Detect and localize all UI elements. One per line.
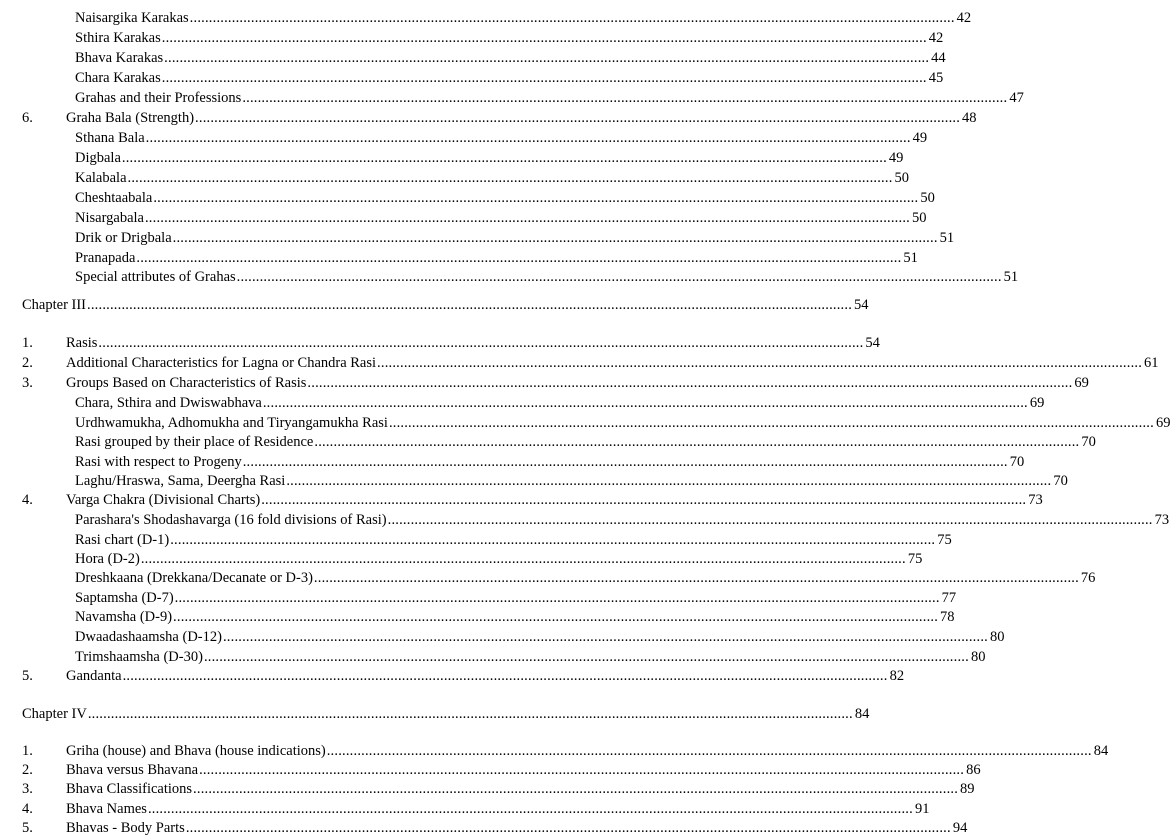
entry-title: Dwaadashaamsha (D-12) — [75, 629, 222, 645]
toc-entry — [0, 49, 946, 68]
toc-entry — [0, 819, 968, 838]
entry-number: 5. — [22, 820, 33, 836]
entry-number: 3. — [22, 375, 33, 391]
entry-title: Cheshtaabala — [75, 190, 153, 206]
page-number: 48 — [962, 110, 977, 126]
entry-title: Parashara's Shodashavarga (16 fold divisions of Rasi) — [75, 512, 387, 528]
entry-title: Bhava Classifications — [66, 781, 193, 797]
dot-leader: ........................................................................................................................................................................................................ — [195, 110, 961, 126]
page-number: 78 — [940, 609, 955, 625]
page-number: 84 — [854, 706, 870, 722]
entry-number: 4. — [22, 492, 33, 508]
entry-number: 6. — [22, 110, 33, 126]
dot-leader: ........................................................................................................................................................................................................ — [172, 230, 938, 246]
toc-entry — [0, 334, 880, 353]
entry-title: Varga Chakra (Divisional Charts) — [66, 492, 261, 508]
entry-title: Bhava versus Bhavana — [66, 762, 199, 778]
toc-entry — [0, 268, 1019, 287]
entry-number: 4. — [22, 801, 33, 817]
dot-leader: ........................................................................................................................................................................................................ — [127, 170, 893, 186]
entry-title: Griha (house) and Bhava (house indications) — [66, 743, 326, 759]
dot-leader: ........................................................................................................................................................................................................ — [326, 743, 1092, 759]
page-number: 51 — [903, 250, 918, 266]
dot-leader: ........................................................................................................................................................................................................ — [145, 130, 911, 146]
dot-leader: ........................................................................................................................................................................................................ — [153, 190, 919, 206]
dot-leader: ........................................................................................................................................................................................................ — [98, 335, 864, 351]
toc-entry — [0, 472, 1068, 491]
page-number: 91 — [914, 801, 930, 817]
toc-entry — [0, 189, 935, 208]
entry-title: Chara, Sthira and Dwiswabhava — [75, 395, 262, 411]
toc-entry — [0, 511, 1170, 530]
toc-entry — [0, 89, 1024, 108]
entry-title: Drik or Drigbala — [75, 230, 172, 246]
dot-leader: ........................................................................................................................................................................................................ — [136, 250, 902, 266]
entry-number: 2. — [22, 762, 33, 778]
dot-leader: ........................................................................................................................................................................................................ — [242, 90, 1008, 106]
dot-leader: ........................................................................................................................................................................................................ — [203, 649, 969, 665]
dot-leader: ........................................................................................................................................................................................................ — [147, 801, 913, 817]
page-number: 54 — [854, 297, 869, 313]
dot-leader: ........................................................................................................................................................................................................ — [313, 570, 1079, 586]
toc-entry — [0, 296, 869, 315]
page-number: 50 — [911, 210, 927, 226]
entry-title: Chapter IV — [22, 706, 87, 722]
toc-entry — [0, 589, 957, 608]
dot-leader: ........................................................................................................................................................................................................ — [199, 762, 965, 778]
toc-entry — [0, 531, 952, 550]
toc-entry — [0, 149, 904, 168]
page-number: 50 — [920, 190, 935, 206]
toc-entry — [0, 628, 1005, 647]
entry-title: Graha Bala (Strength) — [66, 110, 195, 126]
entry-title: Chapter III — [22, 297, 87, 313]
toc-entry — [0, 394, 1045, 413]
entry-title: Kalabala — [75, 170, 127, 186]
dot-leader: ........................................................................................................................................................................................................ — [222, 629, 988, 645]
entry-number: 2. — [22, 355, 33, 371]
toc-entry — [0, 354, 1159, 373]
entry-title: Bhava Karakas — [75, 50, 164, 66]
dot-leader: ........................................................................................................................................................................................................ — [314, 434, 1080, 450]
entry-title: Special attributes of Grahas — [75, 269, 236, 285]
toc-entry — [0, 229, 955, 248]
entry-title: Gandanta — [66, 668, 122, 684]
toc-entry — [0, 209, 927, 228]
page-number: 82 — [889, 668, 905, 684]
toc-entry — [0, 109, 977, 128]
toc-entry — [0, 800, 930, 819]
page-number: 73 — [1154, 512, 1170, 528]
toc-entry — [0, 29, 944, 48]
entry-title: Hora (D-2) — [75, 551, 140, 567]
page-number: 73 — [1028, 492, 1043, 508]
page-number: 49 — [912, 130, 928, 146]
dot-leader: ........................................................................................................................................................................................................ — [122, 668, 888, 684]
entry-title: Chara Karakas — [75, 70, 161, 86]
toc-entry — [0, 761, 981, 780]
dot-leader: ........................................................................................................................................................................................................ — [174, 590, 940, 606]
page-number: 76 — [1080, 570, 1096, 586]
page-number: 70 — [1009, 454, 1025, 470]
page-number: 51 — [1003, 269, 1019, 285]
page-number: 42 — [956, 10, 972, 26]
dot-leader: ........................................................................................................................................................................................................ — [307, 375, 1073, 391]
entry-title: Rasis — [66, 335, 98, 351]
page-number: 75 — [907, 551, 923, 567]
toc-entry — [0, 705, 870, 724]
dot-leader: ........................................................................................................................................................................................................ — [387, 512, 1153, 528]
entry-title: Rasi grouped by their place of Residence — [75, 434, 314, 450]
dot-leader: ........................................................................................................................................................................................................ — [87, 706, 853, 722]
entry-title: Additional Characteristics for Lagna or Chandra Rasi — [66, 355, 377, 371]
page-number: 70 — [1081, 434, 1096, 450]
page-number: 54 — [865, 335, 880, 351]
entry-title: Trimshaamsha (D-30) — [75, 649, 203, 665]
dot-leader: ........................................................................................................................................................................................................ — [286, 473, 1052, 489]
page-number: 69 — [1074, 375, 1089, 391]
dot-leader: ........................................................................................................................................................................................................ — [87, 297, 853, 313]
entry-title: Sthana Bala — [75, 130, 145, 146]
page-number: 84 — [1093, 743, 1109, 759]
page-number: 50 — [894, 170, 910, 186]
toc-entry — [0, 667, 905, 686]
toc-entry — [0, 169, 910, 188]
toc-entry — [0, 780, 975, 799]
dot-leader: ........................................................................................................................................................................................................ — [161, 30, 927, 46]
toc-entry — [0, 453, 1025, 472]
dot-leader: ........................................................................................................................................................................................................ — [161, 70, 927, 86]
dot-leader: ........................................................................................................................................................................................................ — [189, 10, 955, 26]
entry-title: Sthira Karakas — [75, 30, 161, 46]
toc-entry — [0, 9, 972, 28]
entry-title: Nisargabala — [75, 210, 144, 226]
dot-leader: ........................................................................................................................................................................................................ — [236, 269, 1002, 285]
entry-title: Saptamsha (D-7) — [75, 590, 174, 606]
page-number: 45 — [928, 70, 944, 86]
entry-title: Navamsha (D-9) — [75, 609, 173, 625]
page-number: 86 — [966, 762, 981, 778]
entry-title: Bhava Names — [66, 801, 147, 817]
page-number: 47 — [1009, 90, 1024, 106]
toc-entry — [0, 550, 923, 569]
entry-title: Bhavas - Body Parts — [66, 820, 185, 836]
toc-entry — [0, 433, 1096, 452]
dot-leader: ........................................................................................................................................................................................................ — [388, 415, 1154, 431]
toc-entry — [0, 569, 1096, 588]
page-number: 94 — [952, 820, 968, 836]
entry-number: 1. — [22, 743, 33, 759]
toc-entry — [0, 491, 1043, 510]
toc-entry — [0, 648, 986, 667]
entry-title: Rasi with respect to Progeny — [75, 454, 242, 470]
dot-leader: ........................................................................................................................................................................................................ — [121, 150, 887, 166]
dot-leader: ........................................................................................................................................................................................................ — [173, 609, 939, 625]
dot-leader: ........................................................................................................................................................................................................ — [170, 532, 936, 548]
toc-entry — [0, 129, 928, 148]
page-number: 61 — [1144, 355, 1159, 371]
entry-title: Groups Based on Characteristics of Rasis — [66, 375, 307, 391]
page-number: 49 — [888, 150, 904, 166]
toc-entry — [0, 742, 1109, 761]
toc-entry — [0, 414, 1170, 433]
toc-entry — [0, 608, 955, 627]
page-number: 75 — [937, 532, 952, 548]
dot-leader: ........................................................................................................................................................................................................ — [377, 355, 1143, 371]
page-number: 89 — [960, 781, 975, 797]
page-number: 69 — [1155, 415, 1170, 431]
page-number: 44 — [931, 50, 946, 66]
toc-entry — [0, 374, 1089, 393]
toc-entry — [0, 249, 918, 268]
entry-title: Digbala — [75, 150, 121, 166]
entry-title: Urdhwamukha, Adhomukha and Tiryangamukha Rasi — [75, 415, 388, 431]
page-number: 42 — [928, 30, 944, 46]
dot-leader: ........................................................................................................................................................................................................ — [164, 50, 930, 66]
entry-title: Pranapada — [75, 250, 136, 266]
entry-title: Laghu/Hraswa, Sama, Deergha Rasi — [75, 473, 286, 489]
entry-title: Rasi chart (D-1) — [75, 532, 170, 548]
dot-leader: ........................................................................................................................................................................................................ — [144, 210, 910, 226]
dot-leader: ........................................................................................................................................................................................................ — [193, 781, 959, 797]
dot-leader: ........................................................................................................................................................................................................ — [185, 820, 951, 836]
page-number: 69 — [1029, 395, 1045, 411]
entry-title: Naisargika Karakas — [75, 10, 189, 26]
entry-number: 3. — [22, 781, 33, 797]
dot-leader: ........................................................................................................................................................................................................ — [140, 551, 906, 567]
entry-title: Grahas and their Professions — [75, 90, 242, 106]
dot-leader: ........................................................................................................................................................................................................ — [242, 454, 1008, 470]
dot-leader: ........................................................................................................................................................................................................ — [262, 395, 1028, 411]
page-number: 77 — [941, 590, 957, 606]
page-number: 80 — [970, 649, 986, 665]
entry-number: 1. — [22, 335, 33, 351]
entry-title: Dreshkaana (Drekkana/Decanate or D-3) — [75, 570, 313, 586]
entry-number: 5. — [22, 668, 33, 684]
dot-leader: ........................................................................................................................................................................................................ — [261, 492, 1027, 508]
toc-entry — [0, 69, 944, 88]
page-number: 51 — [939, 230, 955, 246]
page-number: 80 — [989, 629, 1005, 645]
page-number: 70 — [1053, 473, 1068, 489]
